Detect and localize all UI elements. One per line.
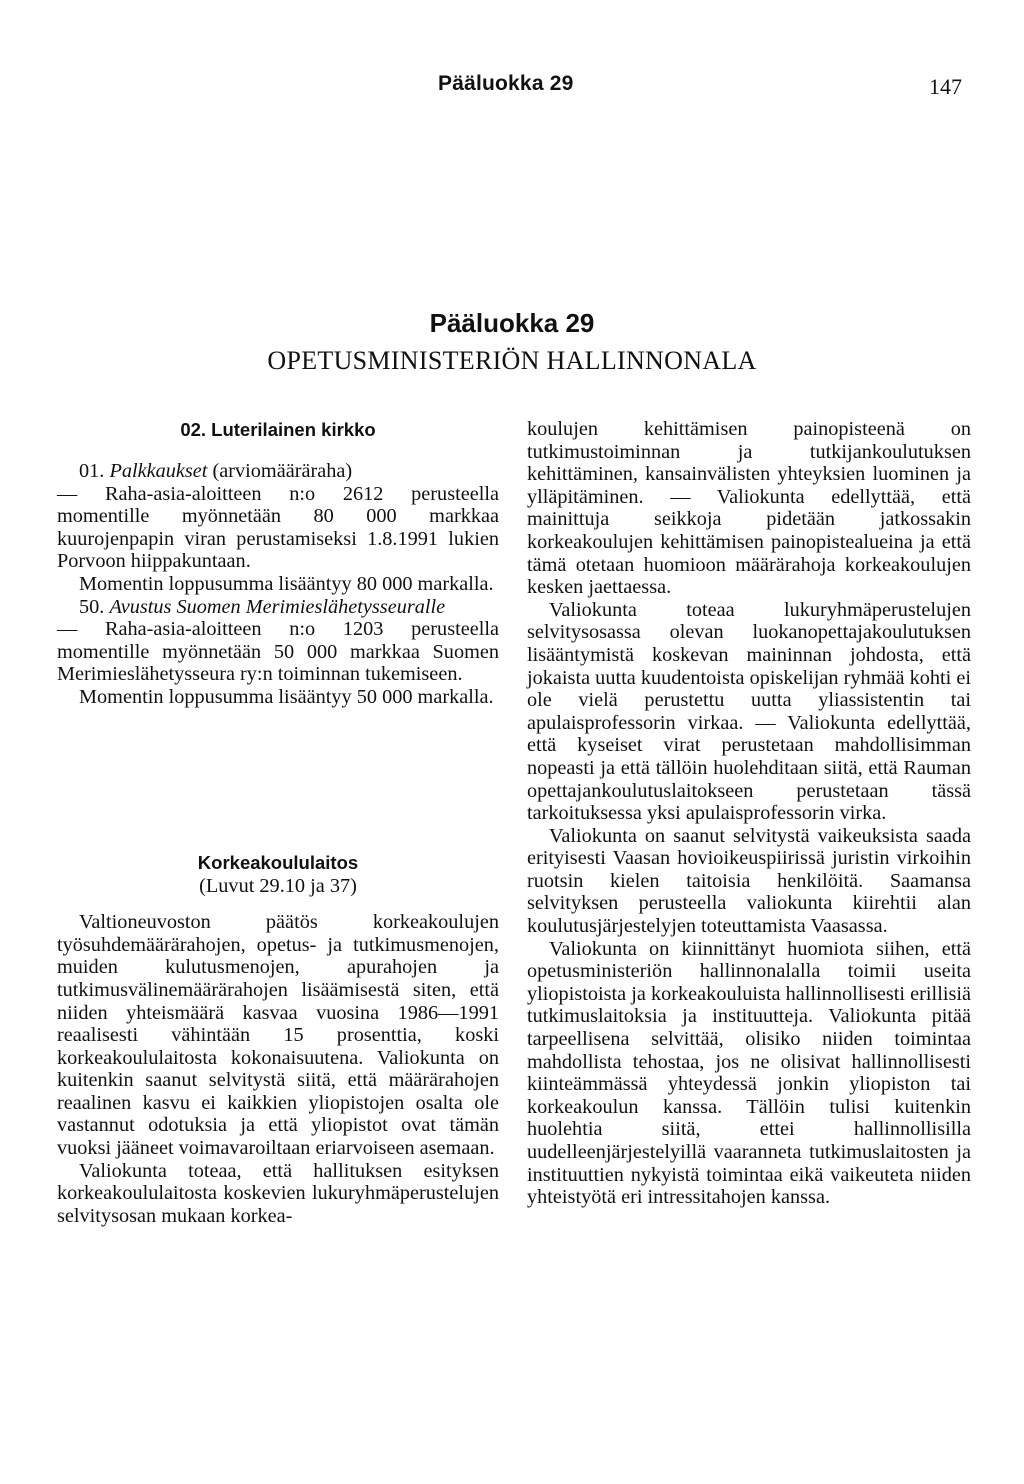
ministry-title: OPETUSMINISTERIÖN HALLINNONALA: [267, 346, 757, 375]
item-50-title: Avustus Suomen Merimieslähetysseuralle: [109, 595, 446, 618]
running-head-title: Pääluokka 29: [438, 72, 574, 95]
paragraph-luokanopettajakoulutus: Valiokunta toteaa lukuryhmäperustelujen selvitysosassa olevan luokanopettajakoulutuksen lisääntymistä koskevan maininnan johdosta, että jokaista uutta kuudentoista opiskelijan ryhmää kohti ei ole vielä perustettu uutta yliassistentin tai apulaisprofessorin virkaa. — Valiokunta edellyttää, että kyseiset virat perustetaan mahdollisimman nopeasti ja että tällöin huolehditaan siitä, että Rauman opettajankoulutuslaitokseen perustetaan tässä tarkoituksessa yksi apulaisprofessorin virka.: [527, 598, 971, 825]
item-01-text: — Raha-asia-aloitteen n:o 2612 perusteella momentille myönnetään 80 000 markkaa kuurojenpapin viran perustamiseksi 1.8.1991 lukien Porvoon hiippakuntaan.: [57, 482, 499, 573]
page-number: 147: [929, 74, 962, 99]
section-title-luterilainen-kirkko: 02. Luterilainen kirkko: [180, 419, 376, 440]
paragraph-continuation: koulujen kehittämisen painopisteenä on tutkimustoiminnan ja tutkijankoulutuksen kehittäminen, kansainvälisten yhteyksien luominen ja ylläpitäminen. — Valiokunta edellyttää, että mainittuja seikkoja pidetään jatkossakin korkeakoulujen kehittämisen painopistealueina ja että tämä otetaan huomioon määrärahoja korkeakoulujen kesken jaettaessa.: [527, 418, 971, 599]
item-50-number: 50.: [79, 595, 105, 618]
paragraph-valiokunta-toteaa: Valiokunta toteaa, että hallituksen esityksen korkeakoululaitosta koskevien lukuryhmäperustelujen selvitysosan mukaan korkea-: [57, 1159, 499, 1227]
right-column: [527, 418, 971, 1209]
section-spacer: [57, 709, 499, 851]
item-01: [57, 460, 499, 483]
left-column: [57, 418, 499, 1227]
item-50-text: — Raha-asia-aloitteen n:o 1203 perusteella momentille myönnetään 50 000 markkaa Suomen Merimieslähetysseura ry:n toiminnan tukemiseen.: [57, 618, 499, 686]
main-class-title: Pääluokka 29: [429, 308, 595, 338]
item-50-total: Momentin loppusumma lisääntyy 50 000 markalla.: [79, 685, 494, 708]
item-50: [57, 596, 499, 619]
item-01-total: Momentin loppusumma lisääntyy 80 000 markalla.: [79, 572, 494, 595]
paragraph-valtioneuvoston: Valtioneuvoston päätös korkeakoulujen työsuhdemäärärahojen, opetus- ja tutkimusmenojen, muiden kulutusmenojen, apurahojen ja tutkimusvälinemäärärahojen lisäämisestä siten, että niiden yhteismäärä kasvaa vuosina 1986—1991 reaalisesti vähintään 15 prosenttia, koski korkeakoululaitosta kokonaisuutena. Valiokunta on kuitenkin saanut selvitystä siitä, että määrärahojen reaalinen kasvu ei kaikkien yliopistojen osalta ole vastannut odotuksia ja että yliopistot ovat tämän vuoksi jääneet voimavaroiltaan eriarvoiseen asemaan.: [57, 911, 499, 1160]
paragraph-vaasa: Valiokunta on saanut selvitystä vaikeuksista saada erityisesti Vaasan hovioikeuspiirissä juristin virkoihin ruotsin kielen taitoisia henkilöitä. Saamansa selvityksen perusteella valiokunta kiirehtii alan koulutusjärjestelyjen toteuttamista Vaasassa.: [527, 824, 971, 938]
section-subtitle-luvut: (Luvut 29.10 ja 37): [199, 874, 357, 897]
section-title-korkeakoululaitos: Korkeakoululaitos: [197, 851, 359, 873]
item-01-title: Palkkaukset: [109, 460, 208, 482]
item-01-number: 01.: [79, 460, 105, 482]
paragraph-tutkimuslaitokset: Valiokunta on kiinnittänyt huomiota siihen, että opetusministeriön hallinnonalalla toimii useita yliopistoista ja korkeakouluista hallinnollisesti erillisiä tutkimuslaitoksia ja instituutteja. Valiokunta pitää tarpeellisena selvittää, olisiko niiden toimintaa mahdollista tehostaa, jos ne olisivat hallinnollisesti kiinteämmässä yhteydessä jonkin yliopiston tai korkeakoulun kanssa. Tällöin tulisi kuitenkin huolehtia siitä, ettei hallinnollisilla uudelleenjärjestelyillä vaaranneta tutkimuslaitosten ja instituuttien nykyistä toimintaa eikä vaikeuteta niiden yhteistyötä eri intressitahojen kanssa.: [527, 937, 971, 1209]
item-01-title-suffix: (arviomääräraha): [207, 460, 353, 482]
running-head: [0, 72, 1024, 102]
